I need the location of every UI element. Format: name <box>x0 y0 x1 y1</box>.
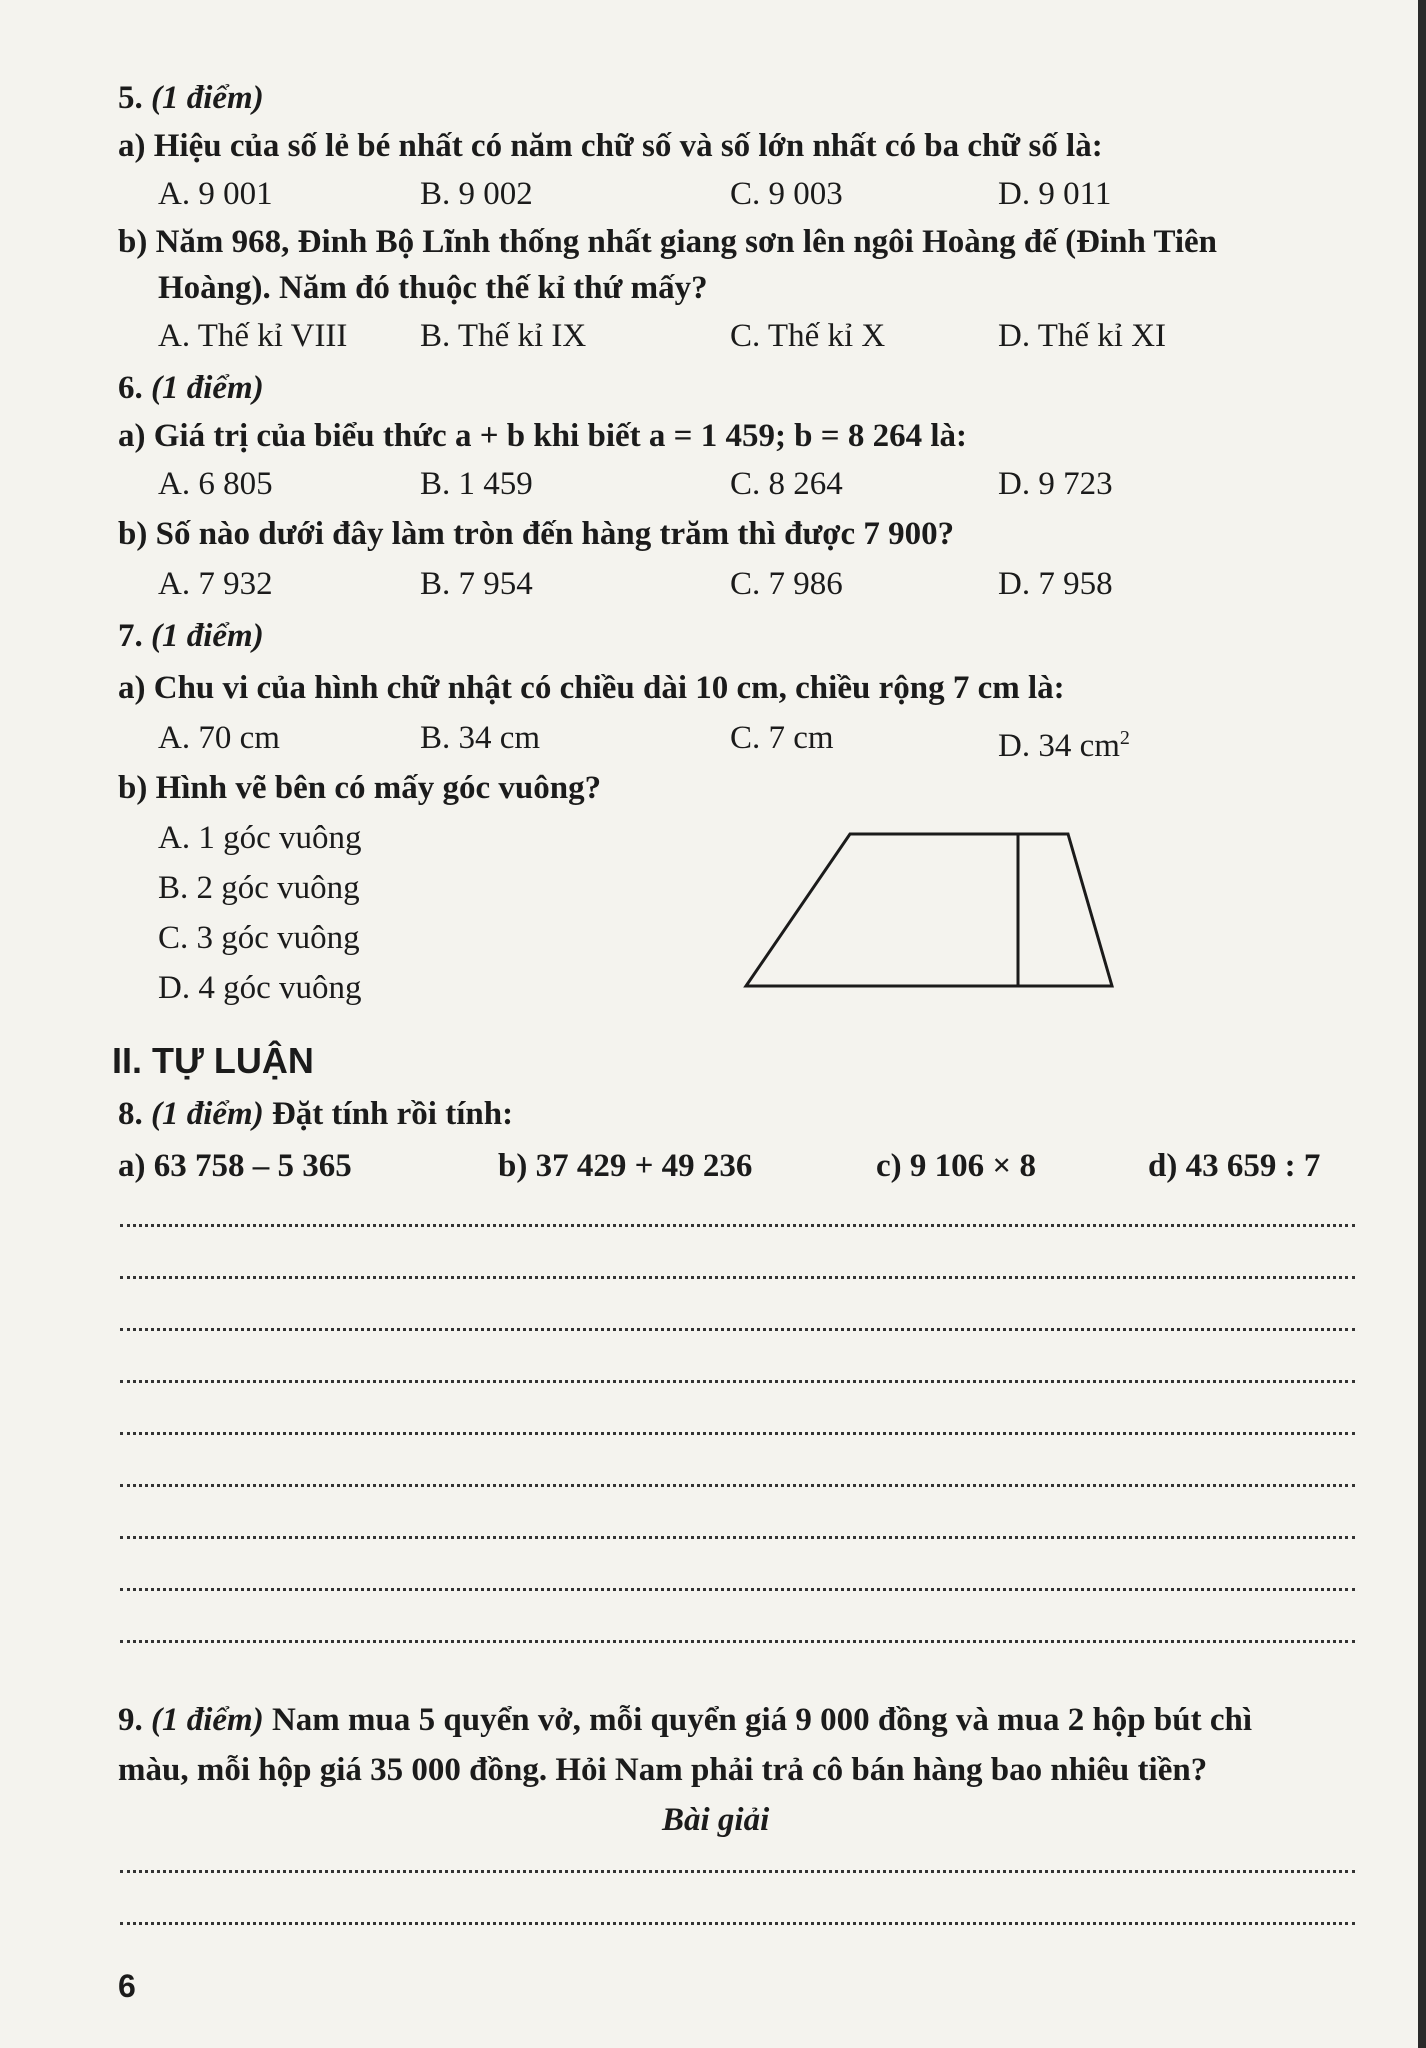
q6-number: 6. <box>118 370 143 406</box>
q6a-option-a[interactable]: A. 6 805 <box>158 466 273 502</box>
answer-line-2[interactable] <box>120 1276 1355 1279</box>
q8-item-a: a) 63 758 – 5 365 <box>118 1148 352 1184</box>
q8-item-c: c) 9 106 × 8 <box>876 1148 1036 1184</box>
q9-text-1: Nam mua 5 quyển vở, mỗi quyển giá 9 000 đồng và mua 2 hộp bút chì <box>271 1702 1253 1738</box>
q8-number: 8. <box>118 1096 143 1132</box>
q5b-text-line2: Hoàng). Năm đó thuộc thế kỉ thứ mấy? <box>158 270 708 306</box>
answer-line-1[interactable] <box>120 1224 1355 1227</box>
q7b-option-c[interactable]: C. 3 góc vuông <box>158 920 360 956</box>
q5a-option-d[interactable]: D. 9 011 <box>998 176 1112 212</box>
q7a-option-d-superscript: 2 <box>1119 727 1130 749</box>
q7a-option-d[interactable] <box>998 718 1130 766</box>
trapezoid-figure <box>730 820 1130 1000</box>
answer-line-7[interactable] <box>120 1536 1355 1539</box>
q8-item-d: d) 43 659 : 7 <box>1148 1148 1321 1184</box>
answer-line-9[interactable] <box>120 1640 1355 1643</box>
q7b-option-a[interactable]: A. 1 góc vuông <box>158 820 362 856</box>
q5a-text: a) Hiệu của số lẻ bé nhất có năm chữ số và số lớn nhất có ba chữ số là: <box>118 128 1103 164</box>
page-edge <box>1418 0 1426 2048</box>
answer-line-3[interactable] <box>120 1328 1355 1331</box>
answer-line-8[interactable] <box>120 1588 1355 1591</box>
q6b-option-b[interactable]: B. 7 954 <box>420 566 533 602</box>
q7a-option-b[interactable]: B. 34 cm <box>420 720 541 756</box>
q9-points: (1 điểm) <box>151 1702 264 1738</box>
q7-points: (1 điểm) <box>151 618 264 654</box>
solution-line-2[interactable] <box>120 1922 1355 1925</box>
q6a-option-c[interactable]: C. 8 264 <box>730 466 843 502</box>
q9-number: 9. <box>118 1702 143 1738</box>
trapezoid-outline <box>746 834 1112 986</box>
q5b-option-a[interactable]: A. Thế kỉ VIII <box>158 318 348 354</box>
page-number: 6 <box>118 1968 136 2004</box>
q5a-option-a[interactable]: A. 9 001 <box>158 176 273 212</box>
q6b-option-a[interactable]: A. 7 932 <box>158 566 273 602</box>
q7b-option-b[interactable]: B. 2 góc vuông <box>158 870 360 906</box>
q5-number: 5. <box>118 80 143 116</box>
q6-points: (1 điểm) <box>151 370 264 406</box>
q9-line1 <box>118 1700 1252 1740</box>
q8-item-b: b) 37 429 + 49 236 <box>498 1148 753 1184</box>
q7a-option-c[interactable]: C. 7 cm <box>730 720 834 756</box>
q8-heading <box>118 1094 513 1134</box>
q8-points: (1 điểm) <box>151 1096 264 1132</box>
q6-heading <box>118 368 264 408</box>
q7b-option-d[interactable]: D. 4 góc vuông <box>158 970 362 1006</box>
q5b-text-line1: b) Năm 968, Đinh Bộ Lĩnh thống nhất giang sơn lên ngôi Hoàng đế (Đinh Tiên <box>118 224 1218 260</box>
q7-number: 7. <box>118 618 143 654</box>
q5b-option-c[interactable]: C. Thế kỉ X <box>730 318 886 354</box>
q6a-text: a) Giá trị của biểu thức a + b khi biết a = 1 459; b = 8 264 là: <box>118 418 967 454</box>
q7a-option-d-text: D. 34 cm <box>998 728 1120 764</box>
answer-line-4[interactable] <box>120 1380 1355 1383</box>
q6a-option-b[interactable]: B. 1 459 <box>420 466 533 502</box>
q6a-option-d[interactable]: D. 9 723 <box>998 466 1113 502</box>
q7-heading <box>118 616 264 656</box>
q9-text-2: màu, mỗi hộp giá 35 000 đồng. Hỏi Nam phải trả cô bán hàng bao nhiêu tiền? <box>118 1752 1208 1788</box>
solution-line-1[interactable] <box>120 1870 1355 1873</box>
q6b-text: b) Số nào dưới đây làm tròn đến hàng trăm thì được 7 900? <box>118 516 955 552</box>
q8-instruction: Đặt tính rồi tính: <box>271 1096 514 1132</box>
q5a-option-b[interactable]: B. 9 002 <box>420 176 533 212</box>
q6b-option-c[interactable]: C. 7 986 <box>730 566 843 602</box>
q5b-option-b[interactable]: B. Thế kỉ IX <box>420 318 587 354</box>
q7a-text: a) Chu vi của hình chữ nhật có chiều dài 10 cm, chiều rộng 7 cm là: <box>118 670 1065 706</box>
answer-line-5[interactable] <box>120 1432 1355 1435</box>
q5-heading <box>118 78 264 118</box>
q6b-option-d[interactable]: D. 7 958 <box>998 566 1113 602</box>
q7b-text: b) Hình vẽ bên có mấy góc vuông? <box>118 770 602 806</box>
q7a-option-a[interactable]: A. 70 cm <box>158 720 280 756</box>
q5b-option-d[interactable]: D. Thế kỉ XI <box>998 318 1167 354</box>
q5-points: (1 điểm) <box>151 80 264 116</box>
section-title-essay: II. TỰ LUẬN <box>112 1040 314 1081</box>
answer-line-6[interactable] <box>120 1484 1355 1487</box>
q9-solution-label: Bài giải <box>662 1802 770 1838</box>
q5a-option-c[interactable]: C. 9 003 <box>730 176 843 212</box>
